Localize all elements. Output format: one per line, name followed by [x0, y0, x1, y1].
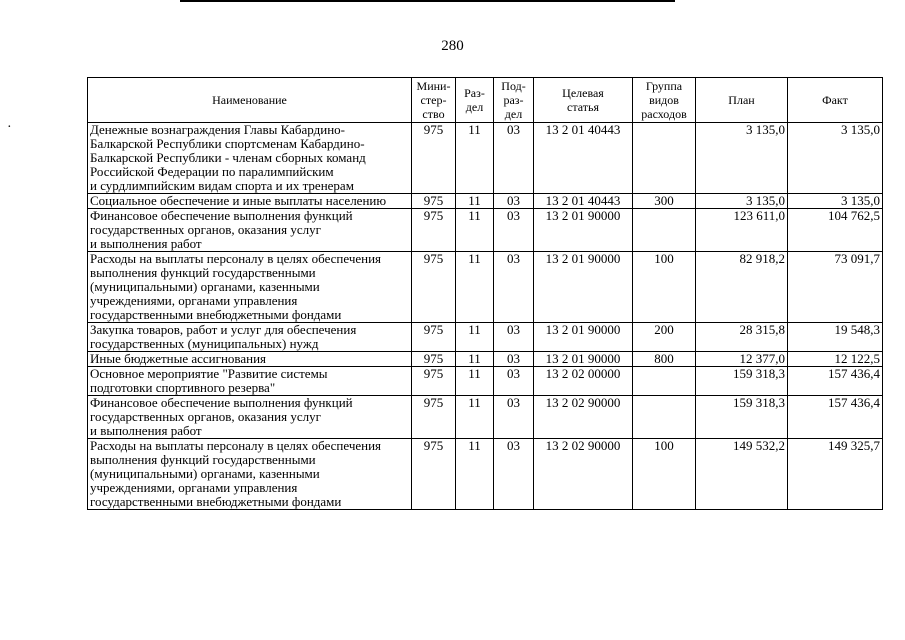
cell-fact: 19 548,3 — [788, 323, 883, 352]
cell-target: 13 2 02 90000 — [534, 439, 633, 510]
cell-ministry: 975 — [412, 209, 456, 252]
cell-ministry: 975 — [412, 252, 456, 323]
cell-plan: 12 377,0 — [696, 352, 788, 367]
table-row — [88, 323, 883, 352]
cell-ministry: 975 — [412, 396, 456, 439]
cell-subsection: 03 — [494, 396, 534, 439]
table-row — [88, 123, 883, 194]
cell-name: Расходы на выплаты персоналу в целях обеспечения выполнения функций государственными (муниципальными) органами, казенными учреждениями, органами управления государственными внебюджетными фондами — [88, 252, 412, 323]
cell-target: 13 2 01 90000 — [534, 252, 633, 323]
cell-section: 11 — [456, 396, 494, 439]
table-row — [88, 439, 883, 510]
header-name: Наименование — [88, 78, 412, 123]
header-subsection: Под- раз- дел — [494, 78, 534, 123]
cell-fact: 157 436,4 — [788, 367, 883, 396]
cell-fact: 149 325,7 — [788, 439, 883, 510]
header-group: Группа видов расходов — [633, 78, 696, 123]
cell-section: 11 — [456, 439, 494, 510]
cell-name: Закупка товаров, работ и услуг для обеспечения государственных (муниципальных) нужд — [88, 323, 412, 352]
cell-section: 11 — [456, 194, 494, 209]
header-ministry: Мини- стер- ство — [412, 78, 456, 123]
table-row — [88, 252, 883, 323]
cell-name: Расходы на выплаты персоналу в целях обеспечения выполнения функций государственными (муниципальными) органами, казенными учреждениями, органами управления государственными внебюджетными фондами — [88, 439, 412, 510]
cell-target: 13 2 01 90000 — [534, 352, 633, 367]
cell-name: Иные бюджетные ассигнования — [88, 352, 412, 367]
cell-section: 11 — [456, 123, 494, 194]
cell-target: 13 2 02 00000 — [534, 367, 633, 396]
cell-subsection: 03 — [494, 439, 534, 510]
cell-target: 13 2 01 40443 — [534, 194, 633, 209]
header-target: Целевая статья — [534, 78, 633, 123]
cell-section: 11 — [456, 352, 494, 367]
cell-ministry: 975 — [412, 123, 456, 194]
cell-ministry: 975 — [412, 194, 456, 209]
cell-fact: 3 135,0 — [788, 123, 883, 194]
cell-plan: 123 611,0 — [696, 209, 788, 252]
cell-section: 11 — [456, 209, 494, 252]
cell-name: Финансовое обеспечение выполнения функций государственных органов, оказания услуг и выполнения работ — [88, 209, 412, 252]
header-fact: Факт — [788, 78, 883, 123]
page-number: 280 — [441, 38, 464, 54]
cell-name: Финансовое обеспечение выполнения функций государственных органов, оказания услуг и выполнения работ — [88, 396, 412, 439]
cell-ministry: 975 — [412, 439, 456, 510]
cell-name: Денежные вознаграждения Главы Кабардино- Балкарской Республики спортсменам Кабардино- Балкарской Республики - членам сборных команд Российской Федерации по паралимпийским и сурдлимпийским видам спорта и их тренерам — [88, 123, 412, 194]
top-rule — [180, 0, 675, 2]
cell-fact: 73 091,7 — [788, 252, 883, 323]
cell-plan: 3 135,0 — [696, 123, 788, 194]
cell-group: 100 — [633, 252, 696, 323]
cell-section: 11 — [456, 367, 494, 396]
cell-subsection: 03 — [494, 367, 534, 396]
cell-plan: 82 918,2 — [696, 252, 788, 323]
cell-fact: 157 436,4 — [788, 396, 883, 439]
cell-group — [633, 396, 696, 439]
cell-section: 11 — [456, 323, 494, 352]
cell-target: 13 2 01 90000 — [534, 209, 633, 252]
header-section: Раз- дел — [456, 78, 494, 123]
cell-subsection: 03 — [494, 323, 534, 352]
margin-dot: · — [7, 120, 12, 135]
table-row — [88, 396, 883, 439]
cell-group — [633, 123, 696, 194]
cell-name: Социальное обеспечение и иные выплаты населению — [88, 194, 412, 209]
budget-table — [87, 77, 883, 510]
cell-section: 11 — [456, 252, 494, 323]
cell-group: 800 — [633, 352, 696, 367]
cell-target: 13 2 01 40443 — [534, 123, 633, 194]
cell-subsection: 03 — [494, 194, 534, 209]
cell-plan: 28 315,8 — [696, 323, 788, 352]
cell-subsection: 03 — [494, 352, 534, 367]
cell-fact: 12 122,5 — [788, 352, 883, 367]
cell-group: 100 — [633, 439, 696, 510]
cell-target: 13 2 02 90000 — [534, 396, 633, 439]
table-row — [88, 367, 883, 396]
cell-group: 300 — [633, 194, 696, 209]
cell-fact: 104 762,5 — [788, 209, 883, 252]
header-plan: План — [696, 78, 788, 123]
cell-plan: 159 318,3 — [696, 367, 788, 396]
cell-group — [633, 367, 696, 396]
cell-fact: 3 135,0 — [788, 194, 883, 209]
table-header-row — [88, 78, 883, 123]
cell-name: Основное мероприятие "Развитие системы подготовки спортивного резерва" — [88, 367, 412, 396]
table-row — [88, 209, 883, 252]
table-row — [88, 352, 883, 367]
cell-group: 200 — [633, 323, 696, 352]
cell-plan: 3 135,0 — [696, 194, 788, 209]
cell-group — [633, 209, 696, 252]
cell-ministry: 975 — [412, 352, 456, 367]
cell-ministry: 975 — [412, 323, 456, 352]
cell-ministry: 975 — [412, 367, 456, 396]
table-row — [88, 194, 883, 209]
cell-plan: 149 532,2 — [696, 439, 788, 510]
cell-subsection: 03 — [494, 123, 534, 194]
cell-plan: 159 318,3 — [696, 396, 788, 439]
cell-subsection: 03 — [494, 252, 534, 323]
cell-target: 13 2 01 90000 — [534, 323, 633, 352]
cell-subsection: 03 — [494, 209, 534, 252]
